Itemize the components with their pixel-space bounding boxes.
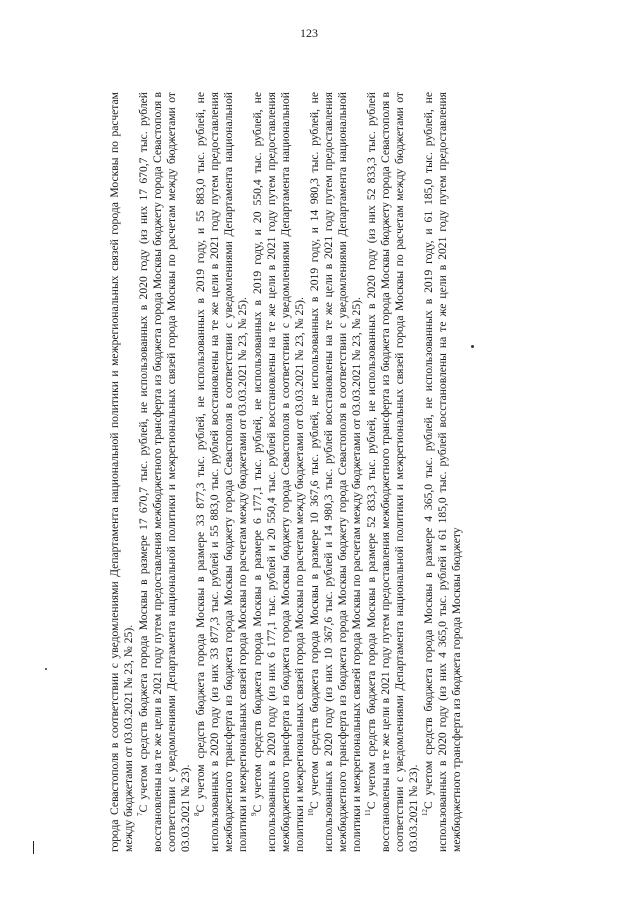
footnote-text: С учетом средств бюджета города Москвы в размере 10 367,6 тыс. рублей, не использованных в 2019 году, и 14 980,3 тыс. рублей, не использованных в 2020 году (из них 10 367,6 тыс. рублей и 14 980,3 тыс. рублей восстановлены на те же цели в 2021 году путем предоставления межбюджетного трансферта из бюджета города Москвы бюджету города Севастополя в соответствии с уведомлениями Департамента национальной политики и межрегиональных связей города Москвы по расчетам между бюджетами от 03.03.2021 № 23, № 25). — [307, 92, 364, 852]
footnote-text: С учетом средств бюджета города Москвы в размере 52 833,3 тыс. рублей, не использованных в 2020 году (из них 52 833,3 тыс. рублей восстановлены на те же цели в 2021 году путем предоставления межбюджетного трансферта из бюджета города Москвы бюджету города Севастополя в соответствии с уведомлениями Департамента национальной политики и межрегиональных связей города Москвы по расчетам между бюджетами от 03.03.2021 № 23). — [364, 92, 421, 852]
footnote-text: С учетом средств бюджета города Москвы в размере 4 365,0 тыс. рублей, не использованных в 2019 году, и 61 185,0 тыс. рублей, не использованных в 2020 году (из них 4 365,0 тыс. рублей и 61 185,0 тыс. рублей восстановлены на те же цели в 2021 году путем предоставления межбюджетного трансферта из бюджета города Москвы бюджету — [421, 92, 463, 852]
footnote-7 — [137, 92, 194, 852]
footnote-mark: 11 — [363, 809, 372, 816]
footnote-8 — [194, 92, 251, 852]
footnote-12 — [422, 92, 465, 852]
footnote-mark: 12 — [420, 809, 429, 816]
footnote-11 — [365, 92, 422, 852]
scan-speck — [471, 345, 474, 348]
scan-speck — [45, 668, 47, 670]
footnote-10 — [308, 92, 365, 852]
footnote-9 — [251, 92, 308, 852]
footnote-text: С учетом средств бюджета города Москвы в размере 6 177,1 тыс. рублей, не использованных в 2019 году, и 20 550,4 тыс. рублей, не использованных в 2020 году (из них 6 177,1 тыс. рублей и 20 550,4 тыс. рублей восстановлены на те же цели в 2021 году путем предоставления межбюджетного трансферта из бюджета города Москвы бюджету города Севастополя в соответствии с уведомлениями Департамента национальной политики и межрегиональных связей города Москвы по расчетам между бюджетами от 03.03.2021 № 23, № 25). — [250, 92, 307, 852]
rotated-document-body — [108, 92, 566, 852]
footnote-mark: 7 — [135, 812, 144, 816]
margin-mark — [33, 841, 34, 854]
intro-paragraph: города Севастополя в соответствии с уведомлениями Департамента национальной политики и межрегиональных связей города Москвы по расчетам между бюджетами от 03.03.2021 № 23, № 25). — [108, 92, 136, 852]
footnote-mark: 8 — [192, 812, 201, 816]
footnote-mark: 9 — [249, 812, 258, 816]
footnote-text: С учетом средств бюджета города Москвы в размере 33 877,3 тыс. рублей, не использованных в 2019 году, и 55 883,0 тыс. рублей, не использованных в 2020 году (из них 33 877,3 тыс. рублей и 55 883,0 тыс. рублей восстановлены на те же цели в 2021 году путем предоставления межбюджетного трансферта из бюджета города Москвы бюджету города Севастополя в соответствии с уведомлениями Департамента национальной политики и межрегиональных связей города Москвы по расчетам между бюджетами от 03.03.2021 № 23, № 25). — [193, 92, 250, 852]
footnote-mark: 10 — [306, 809, 315, 816]
footnote-text: С учетом средств бюджета города Москвы в размере 17 670,7 тыс. рублей, не использованных в 2020 году (из них 17 670,7 тыс. рублей восстановлены на те же цели в 2021 году путем предоставления межбюджетного трансферта из бюджета города Москвы бюджету города Севастополя в соответствии с уведомлениями Департамента национальной политики и межрегиональных связей города Москвы по расчетам между бюджетами от 03.03.2021 № 23). — [136, 92, 193, 852]
page-number: 123 — [300, 26, 318, 40]
